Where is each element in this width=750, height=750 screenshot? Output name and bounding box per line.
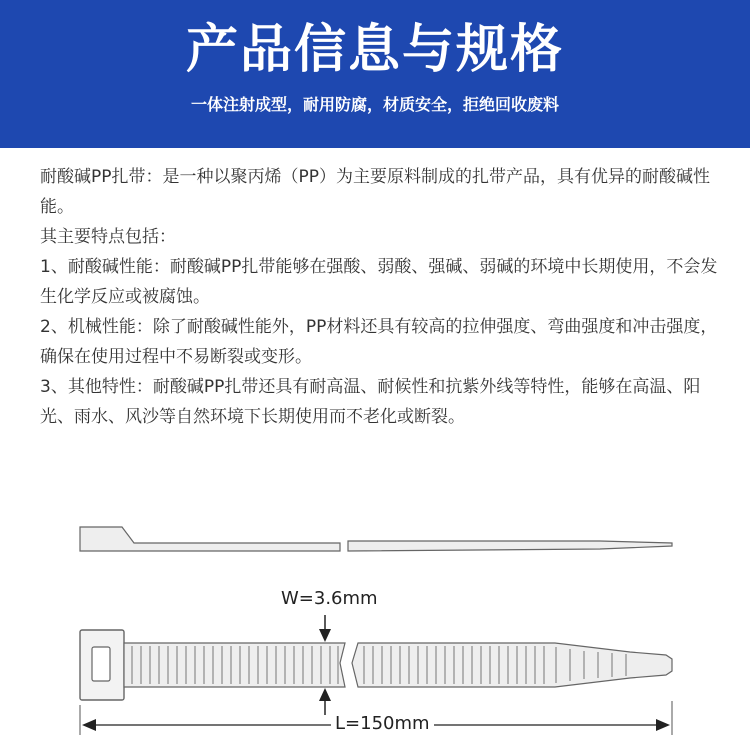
features-heading: 其主要特点包括： xyxy=(40,227,176,247)
page-title: 产品信息与规格 xyxy=(185,20,564,80)
feature-item-2: 2、机械性能：除了耐酸碱性能外，PP材料还具有较高的拉伸强度、弯曲强度和冲击强度，确保在使用过程中不易断裂或变形。 xyxy=(40,317,718,367)
feature-item-1: 1、耐酸碱性能：耐酸碱PP扎带能够在强酸、弱酸、强碱、弱碱的环境中长期使用，不会发生化学反应或被腐蚀。 xyxy=(40,257,718,307)
cable-tie-top-view xyxy=(80,630,672,700)
product-description xyxy=(40,162,720,432)
length-label: L=150mm xyxy=(331,713,434,735)
page-subtitle: 一体注射成型，耐用防腐，材质安全，拒绝回收废料 xyxy=(190,95,559,114)
cable-tie-side-view xyxy=(80,527,672,551)
header-banner xyxy=(0,0,750,148)
feature-item-3: 3、其他特性：耐酸碱PP扎带还具有耐高温、耐候性和抗紫外线等特性，能够在高温、阳光、雨水、风沙等自然环境下长期使用而不老化或断裂。 xyxy=(40,377,701,427)
width-label: W=3.6mm xyxy=(281,588,378,609)
tie-head-slot xyxy=(92,647,110,681)
intro-paragraph: 耐酸碱PP扎带：是一种以聚丙烯（PP）为主要原料制成的扎带产品，具有优异的耐酸碱性能。 xyxy=(40,167,711,217)
